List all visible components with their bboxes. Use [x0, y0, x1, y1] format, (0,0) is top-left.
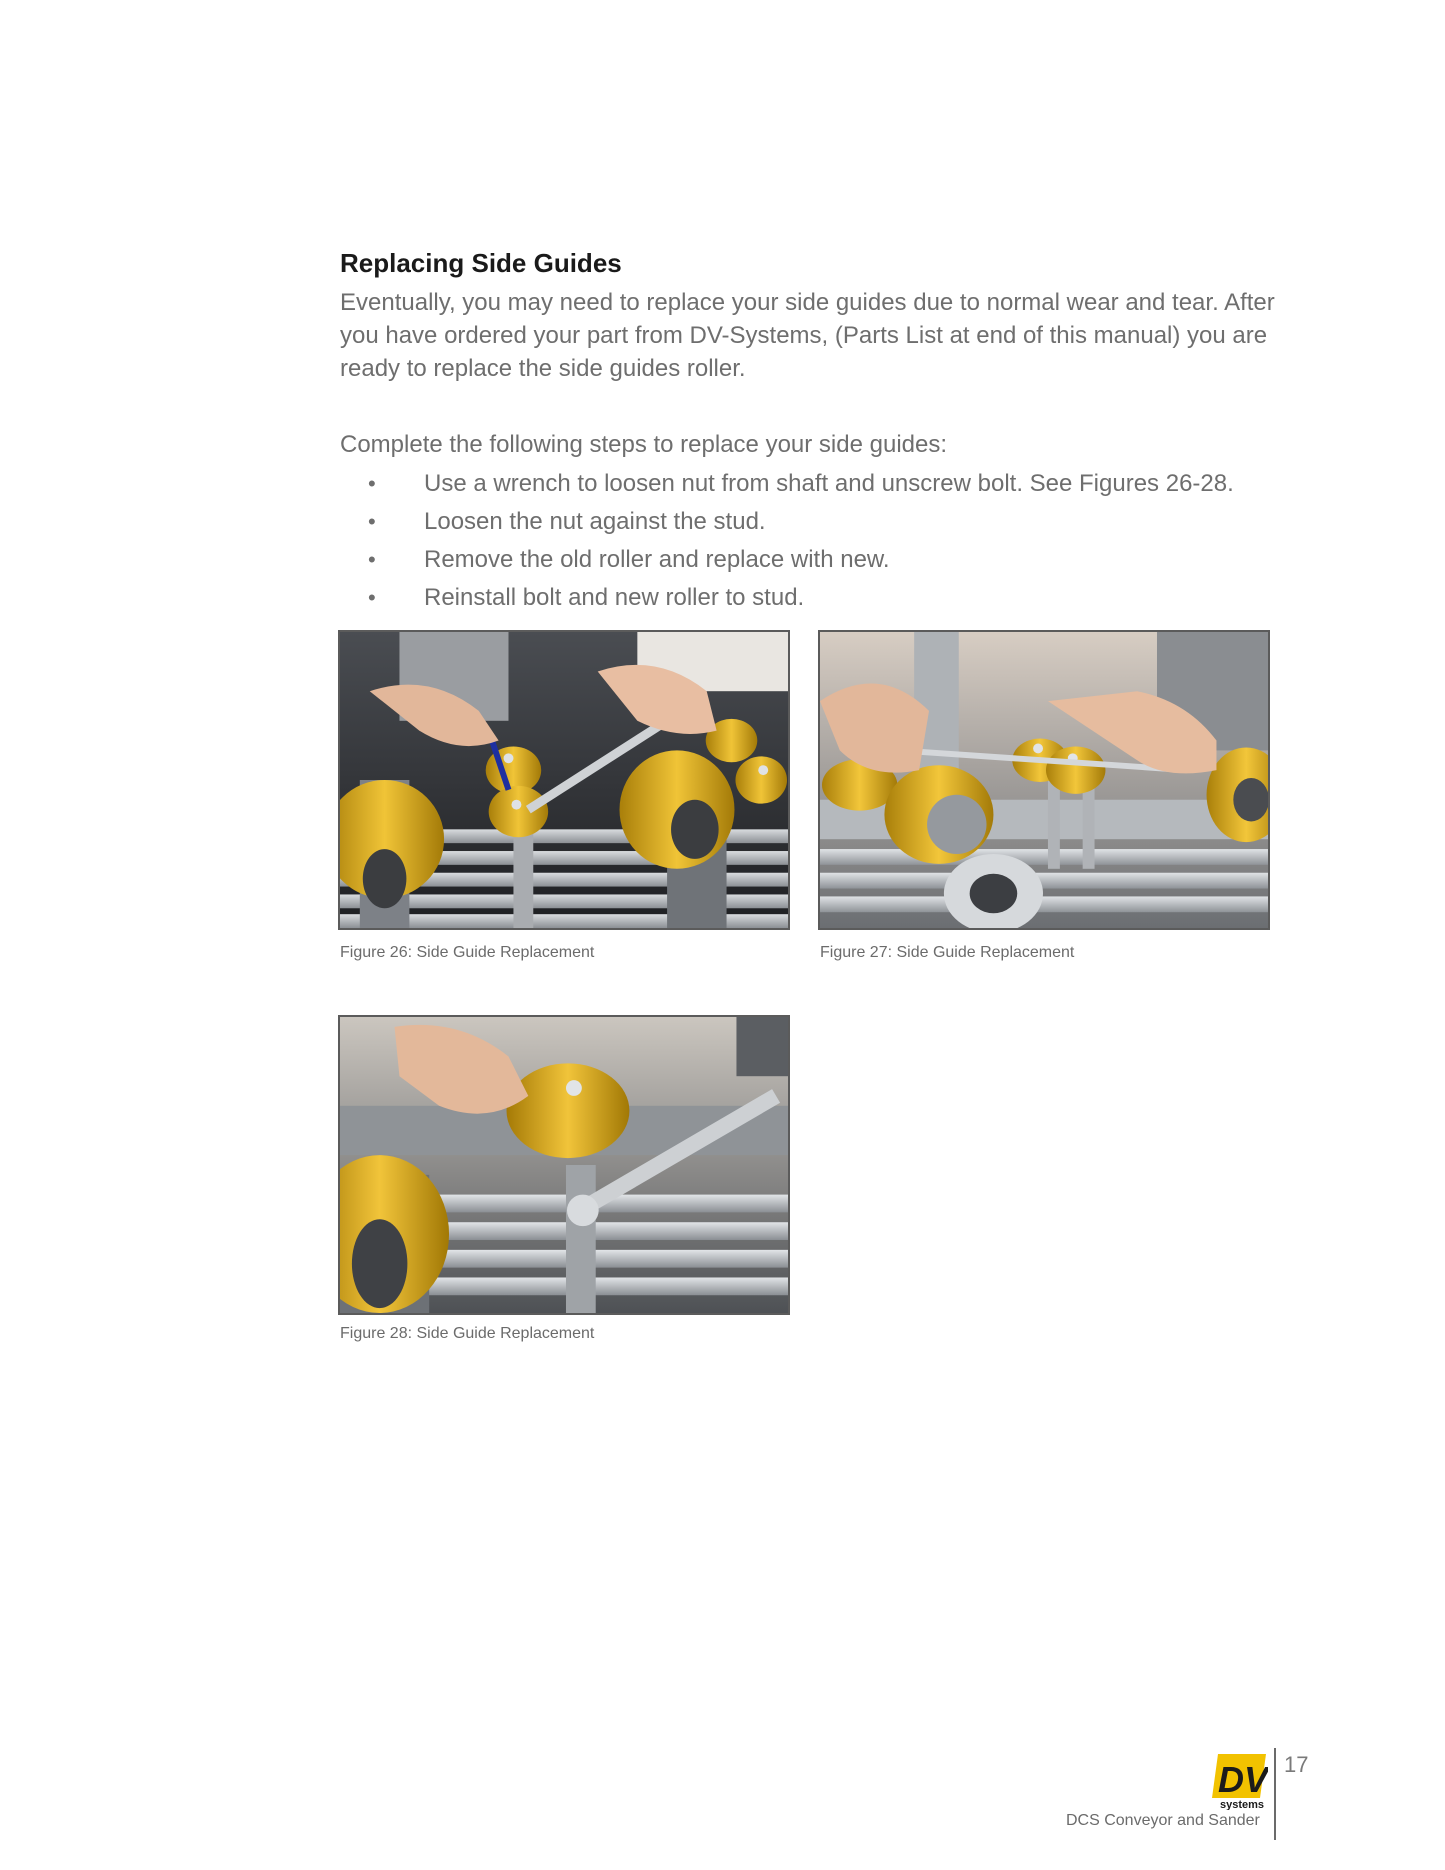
figure-26-photo	[338, 630, 790, 930]
steps-lead: Complete the following steps to replace your side guides:	[340, 431, 948, 458]
step-text: Remove the old roller and replace with new.	[424, 546, 890, 573]
figure-28-photo	[338, 1015, 790, 1315]
step-text: Reinstall bolt and new roller to stud.	[424, 584, 805, 611]
figure-26-caption: Figure 26: Side Guide Replacement	[340, 944, 595, 961]
figure-27-photo	[818, 630, 1270, 930]
steps-list	[340, 465, 1300, 617]
side-guide-photo-26	[340, 632, 788, 928]
step-text: Loosen the nut against the stud.	[424, 508, 766, 535]
side-guide-photo-28	[340, 1017, 788, 1313]
logo-mark: DV	[1218, 1759, 1268, 1800]
side-guide-photo-27	[820, 632, 1268, 928]
bullet: •	[368, 547, 376, 572]
bullet: •	[368, 471, 376, 496]
logo-subtitle: systems	[1220, 1799, 1265, 1810]
step-text: Use a wrench to loosen nut from shaft and unscrew bolt. See Figures 26-28.	[424, 470, 1234, 497]
footer-divider	[1274, 1748, 1276, 1840]
intro-paragraph: Eventually, you may need to replace your side guides due to normal wear and tear. After you have ordered your part from DV-Systems, (Parts List at end of this manual) you are ready to replace the side guides roller.	[340, 289, 1275, 382]
dv-systems-logo-icon	[1210, 1752, 1268, 1810]
step-item	[340, 541, 1300, 579]
bullet: •	[368, 585, 376, 610]
bullet: •	[368, 509, 376, 534]
figure-28-caption: Figure 28: Side Guide Replacement	[340, 1325, 595, 1342]
footer-document-title: DCS Conveyor and Sander	[1066, 1812, 1260, 1829]
section-title: Replacing Side Guides	[340, 248, 622, 278]
step-item	[340, 465, 1300, 503]
figure-27-caption: Figure 27: Side Guide Replacement	[820, 944, 1075, 961]
step-item	[340, 579, 1300, 617]
step-item	[340, 503, 1300, 541]
page-number: 17	[1284, 1752, 1309, 1777]
